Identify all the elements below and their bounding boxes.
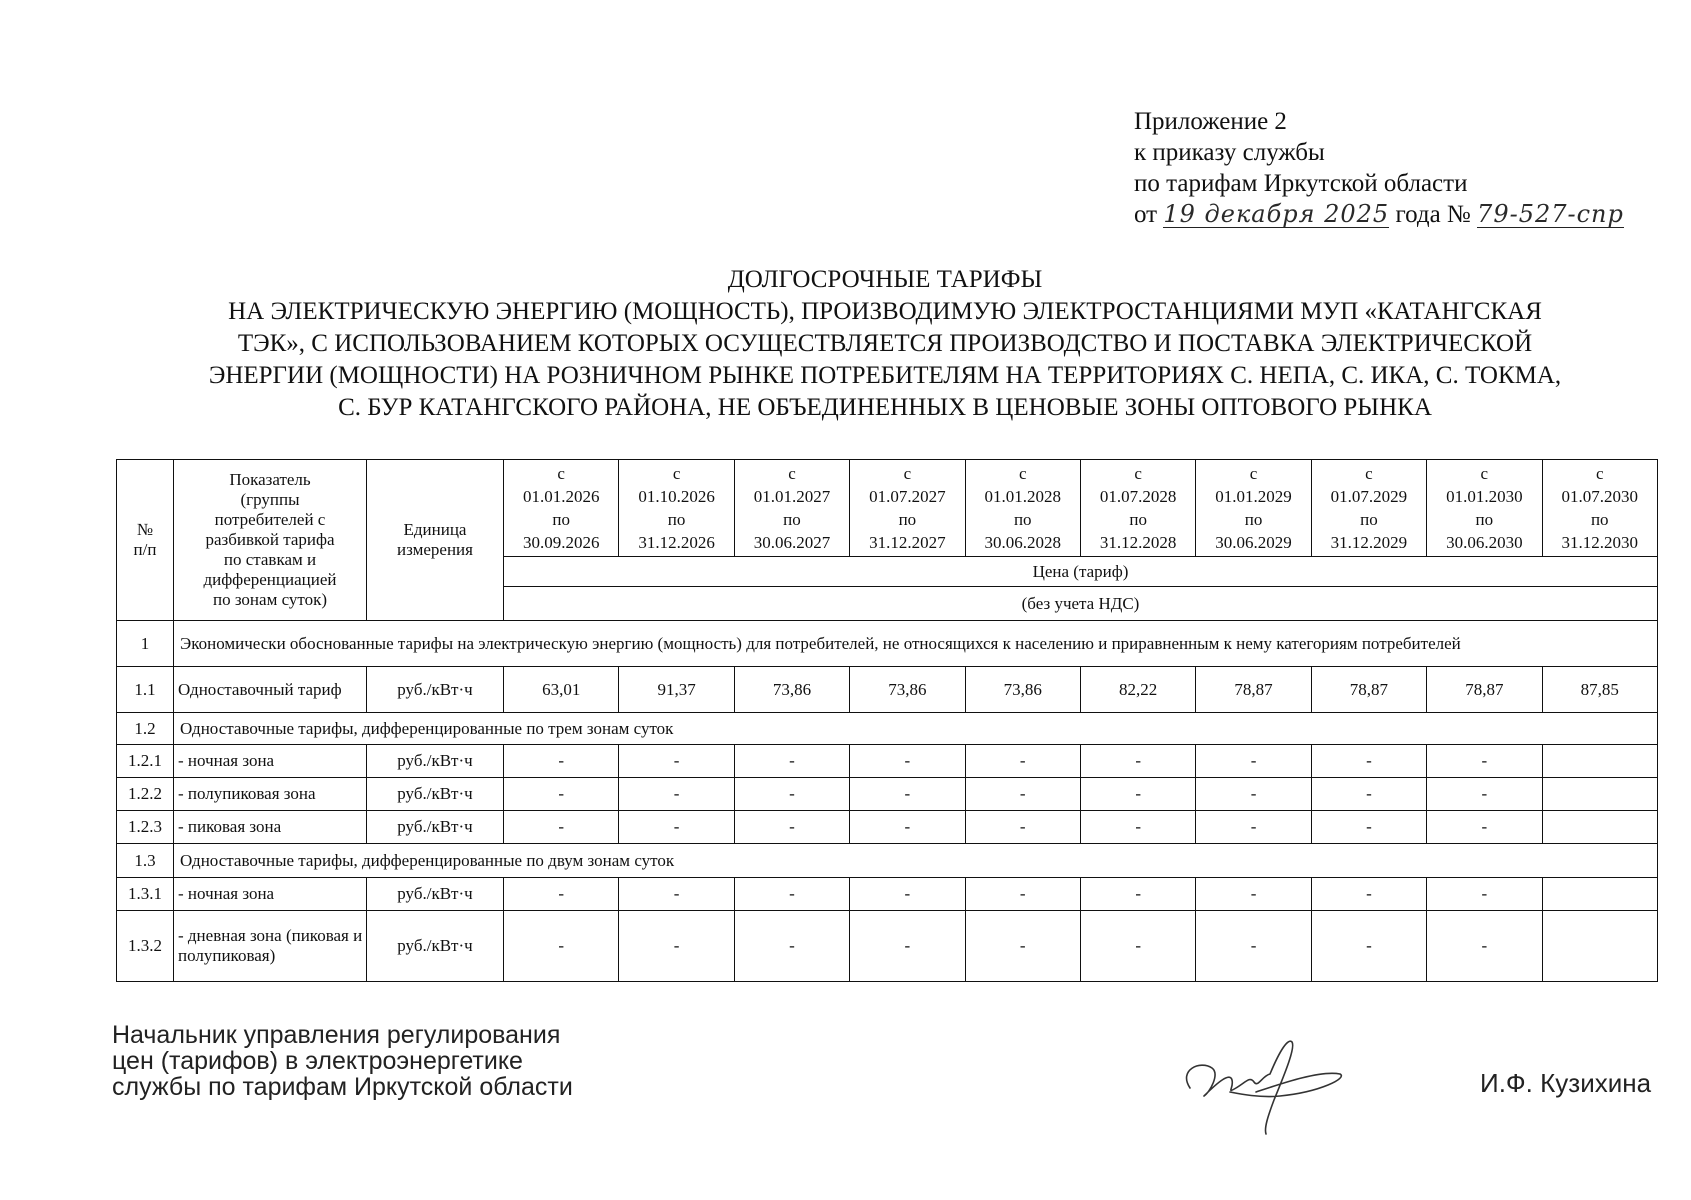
handwritten-date: 19 декабря 2025 (1163, 200, 1390, 228)
tariff-value: - (1311, 811, 1426, 844)
tariff-value: - (965, 778, 1080, 811)
tariff-value: - (965, 811, 1080, 844)
tariff-value: 78,87 (1427, 667, 1542, 713)
tariff-value: - (1080, 778, 1195, 811)
tariff-value (1542, 911, 1657, 982)
tariff-value: - (1196, 811, 1311, 844)
tariff-value: - (734, 811, 849, 844)
document-title (110, 264, 1660, 424)
period-from: 01.07.2027 (869, 487, 946, 506)
row-label: - ночная зона (174, 878, 367, 911)
period-po: по (667, 510, 686, 529)
tariff-value: 78,87 (1311, 667, 1426, 713)
header-period-cell (504, 460, 619, 557)
tariff-value (1542, 778, 1657, 811)
period-c: с (672, 464, 681, 483)
header-vat-cell: (без учета НДС) (504, 587, 1658, 621)
signer-title-line-3: службы по тарифам Иркутской области (112, 1073, 573, 1101)
header-period-cell (1311, 460, 1426, 557)
tariff-value: - (1427, 778, 1542, 811)
tariff-value (1542, 878, 1657, 911)
tariff-value: - (504, 911, 619, 982)
signer-name: И.Ф. Кузихина (1480, 1068, 1652, 1098)
appendix-line-2: к приказу службы (1134, 139, 1325, 166)
period-from: 01.10.2026 (638, 487, 715, 506)
header-indicator-line: дифференциацией (203, 570, 337, 589)
tariff-table (116, 459, 1658, 982)
header-period-cell (619, 460, 734, 557)
period-c: с (903, 464, 912, 483)
tariff-value: - (619, 811, 734, 844)
period-c: с (1595, 464, 1604, 483)
period-po: по (1013, 510, 1032, 529)
tariff-value: - (850, 911, 965, 982)
tariff-value: 87,85 (1542, 667, 1657, 713)
period-from: 01.07.2029 (1330, 487, 1408, 506)
header-price-cell: Цена (тариф) (504, 557, 1658, 587)
table-row (117, 911, 1658, 982)
appendix-line-1: Приложение 2 (1134, 108, 1287, 135)
period-po: по (1129, 510, 1147, 529)
period-to: 31.12.2030 (1561, 533, 1638, 552)
header-row-periods (117, 460, 1658, 557)
header-unit-cell (367, 460, 504, 621)
header-period-cell (1427, 460, 1542, 557)
period-from: 01.07.2028 (1099, 487, 1177, 506)
row-number: 1.2.2 (117, 778, 174, 811)
tariff-value: 63,01 (504, 667, 619, 713)
header-period-cell (1542, 460, 1657, 557)
row-label: - ночная зона (174, 745, 367, 778)
row-number: 1.3.2 (117, 911, 174, 982)
row-unit: руб./кВт·ч (367, 778, 504, 811)
tariff-value (1542, 811, 1657, 844)
tariff-value: - (619, 745, 734, 778)
row-number: 1.2 (117, 713, 174, 745)
section-title: Экономически обоснованные тарифы на электрическую энергию (мощность) для потребителей, не относящихся к населению и приравненным к нему категориям потребителей (174, 621, 1658, 667)
tariff-value: - (965, 745, 1080, 778)
tariff-value: - (734, 778, 849, 811)
tariff-value: - (1080, 745, 1195, 778)
period-to: 30.06.2030 (1446, 533, 1523, 552)
appendix-line-4 (1134, 199, 1624, 230)
tariff-value: 73,86 (965, 667, 1080, 713)
tariff-value: - (1311, 745, 1426, 778)
section-title: Одноставочные тарифы, дифференцированные по двум зонам суток (174, 844, 1658, 878)
header-indicator-line: разбивкой тарифа (205, 530, 335, 549)
tariff-value: - (1196, 878, 1311, 911)
tariff-value: - (1311, 911, 1426, 982)
period-po: по (783, 510, 801, 529)
tariff-value: - (619, 778, 734, 811)
period-from: 01.07.2030 (1561, 487, 1638, 506)
table-row (117, 878, 1658, 911)
tariff-value: - (1196, 745, 1311, 778)
header-indicator-line: по зонам суток) (212, 590, 328, 609)
period-c: с (1480, 464, 1489, 483)
row-unit: руб./кВт·ч (367, 878, 504, 911)
header-indicator-line: (группы (240, 490, 300, 509)
appendix-prefix: от (1134, 201, 1158, 228)
header-unit-line-1: Единица (403, 520, 467, 539)
appendix-block (1134, 106, 1624, 230)
tariff-value: - (1311, 778, 1426, 811)
period-po: по (1360, 510, 1378, 529)
tariff-value: - (1080, 911, 1195, 982)
table-row (117, 778, 1658, 811)
tariff-value: - (619, 911, 734, 982)
tariff-value: - (504, 745, 619, 778)
tariff-value: - (1080, 878, 1195, 911)
appendix-line-3: по тарифам Иркутской области (1134, 170, 1468, 197)
period-c: с (788, 464, 796, 483)
period-from: 01.01.2029 (1215, 487, 1292, 506)
row-number: 1.2.1 (117, 745, 174, 778)
period-to: 30.06.2028 (984, 533, 1061, 552)
tariff-value: 91,37 (619, 667, 734, 713)
period-po: по (898, 510, 917, 529)
header-indicator-line: по ставкам и (223, 550, 317, 569)
handwritten-number: 79-527-спр (1477, 200, 1624, 228)
period-c: с (1134, 464, 1142, 483)
row-unit: руб./кВт·ч (367, 911, 504, 982)
tariff-value: 73,86 (850, 667, 965, 713)
period-to: 30.06.2029 (1215, 533, 1292, 552)
title-line-2: НА ЭЛЕКТРИЧЕСКУЮ ЭНЕРГИЮ (МОЩНОСТЬ), ПРОИЗВОДИМУЮ ЭЛЕКТРОСТАНЦИЯМИ МУП «КАТАНГСКАЯ (228, 298, 1542, 325)
signer-title-line-1: Начальник управления регулирования (112, 1021, 561, 1049)
appendix-year-word: года № (1395, 201, 1471, 228)
title-line-5: С. БУР КАТАНГСКОГО РАЙОНА, НЕ ОБЪЕДИНЕННЫХ В ЦЕНОВЫЕ ЗОНЫ ОПТОВОГО РЫНКА (338, 394, 1432, 421)
section-row (117, 713, 1658, 745)
row-number: 1.1 (117, 667, 174, 713)
header-period-cell (965, 460, 1080, 557)
period-po: по (1475, 510, 1494, 529)
tariff-value: - (1080, 811, 1195, 844)
period-from: 01.01.2027 (753, 487, 831, 506)
tariff-value: - (734, 911, 849, 982)
period-to: 31.12.2027 (869, 533, 946, 552)
period-po: по (1590, 510, 1609, 529)
period-from: 01.01.2028 (984, 487, 1061, 506)
header-unit-line-2: измерения (397, 540, 473, 559)
header-indicator-line: Показатель (229, 470, 311, 489)
header-period-cell (734, 460, 849, 557)
tariff-value: - (1311, 878, 1426, 911)
row-number: 1.3 (117, 844, 174, 878)
title-line-3: ТЭК», С ИСПОЛЬЗОВАНИЕМ КОТОРЫХ ОСУЩЕСТВЛЯЕТСЯ ПРОИЗВОДСТВО И ПОСТАВКА ЭЛЕКТРИЧЕСКОЙ (237, 330, 1533, 357)
tariff-value: - (619, 878, 734, 911)
row-label: - пиковая зона (174, 811, 367, 844)
period-po: по (1244, 510, 1263, 529)
tariff-value: - (965, 911, 1080, 982)
tariff-value: - (1427, 911, 1542, 982)
period-from: 01.01.2030 (1446, 487, 1523, 506)
period-to: 31.12.2028 (1099, 533, 1177, 552)
period-po: по (552, 510, 570, 529)
header-indicator-line: потребителей с (214, 510, 326, 529)
tariff-value: - (850, 878, 965, 911)
table-row (117, 811, 1658, 844)
row-label: Одноставочный тариф (174, 667, 367, 713)
header-num-line-1: № (136, 520, 154, 539)
tariff-value: - (734, 745, 849, 778)
signer-title-line-2: цен (тарифов) в электроэнергетике (112, 1047, 523, 1075)
row-unit: руб./кВт·ч (367, 667, 504, 713)
tariff-value: - (850, 811, 965, 844)
row-number: 1.2.3 (117, 811, 174, 844)
row-label: - полупиковая зона (174, 778, 367, 811)
period-to: 31.12.2026 (638, 533, 715, 552)
tariff-value (1542, 745, 1657, 778)
row-unit: руб./кВт·ч (367, 811, 504, 844)
tariff-value: 78,87 (1196, 667, 1311, 713)
tariff-value: - (504, 811, 619, 844)
period-to: 30.06.2027 (753, 533, 831, 552)
table-row (117, 745, 1658, 778)
tariff-value: - (965, 878, 1080, 911)
tariff-value: - (504, 878, 619, 911)
tariff-value: - (734, 878, 849, 911)
title-line-4: ЭНЕРГИИ (МОЩНОСТИ) НА РОЗНИЧНОМ РЫНКЕ ПОТРЕБИТЕЛЯМ НА ТЕРРИТОРИЯХ С. НЕПА, С. ИКА, С. ТОКМА, (208, 362, 1562, 389)
header-num-cell (117, 460, 174, 621)
period-c: с (1249, 464, 1258, 483)
period-from: 01.01.2026 (522, 487, 600, 506)
tariff-value: - (1427, 811, 1542, 844)
tariff-value: 73,86 (734, 667, 849, 713)
tariff-value: - (850, 778, 965, 811)
header-num-line-2: п/п (133, 540, 157, 559)
row-number: 1 (117, 621, 174, 667)
header-period-cell (850, 460, 965, 557)
table-row (117, 667, 1658, 713)
section-title: Одноставочные тарифы, дифференцированные по трем зонам суток (174, 713, 1658, 745)
tariff-table-header (117, 460, 1658, 621)
header-indicator-cell (174, 460, 367, 621)
tariff-value: - (504, 778, 619, 811)
tariff-value: 82,22 (1080, 667, 1195, 713)
title-line-1: ДОЛГОСРОЧНЫЕ ТАРИФЫ (727, 266, 1043, 293)
signature-block (112, 1022, 573, 1100)
row-label: - дневная зона (пиковая и полупиковая) (174, 911, 367, 982)
header-period-cell (1080, 460, 1195, 557)
handwritten-signature (1170, 1030, 1350, 1145)
tariff-value: - (1427, 745, 1542, 778)
period-c: с (1365, 464, 1373, 483)
period-c: с (1018, 464, 1027, 483)
period-c: с (557, 464, 565, 483)
period-to: 30.09.2026 (522, 533, 600, 552)
tariff-value: - (850, 745, 965, 778)
row-number: 1.3.1 (117, 878, 174, 911)
period-to: 31.12.2029 (1330, 533, 1408, 552)
header-period-cell (1196, 460, 1311, 557)
tariff-value: - (1427, 878, 1542, 911)
section-row (117, 844, 1658, 878)
tariff-value: - (1196, 911, 1311, 982)
section-row (117, 621, 1658, 667)
tariff-table-body (117, 621, 1658, 982)
tariff-value: - (1196, 778, 1311, 811)
row-unit: руб./кВт·ч (367, 745, 504, 778)
